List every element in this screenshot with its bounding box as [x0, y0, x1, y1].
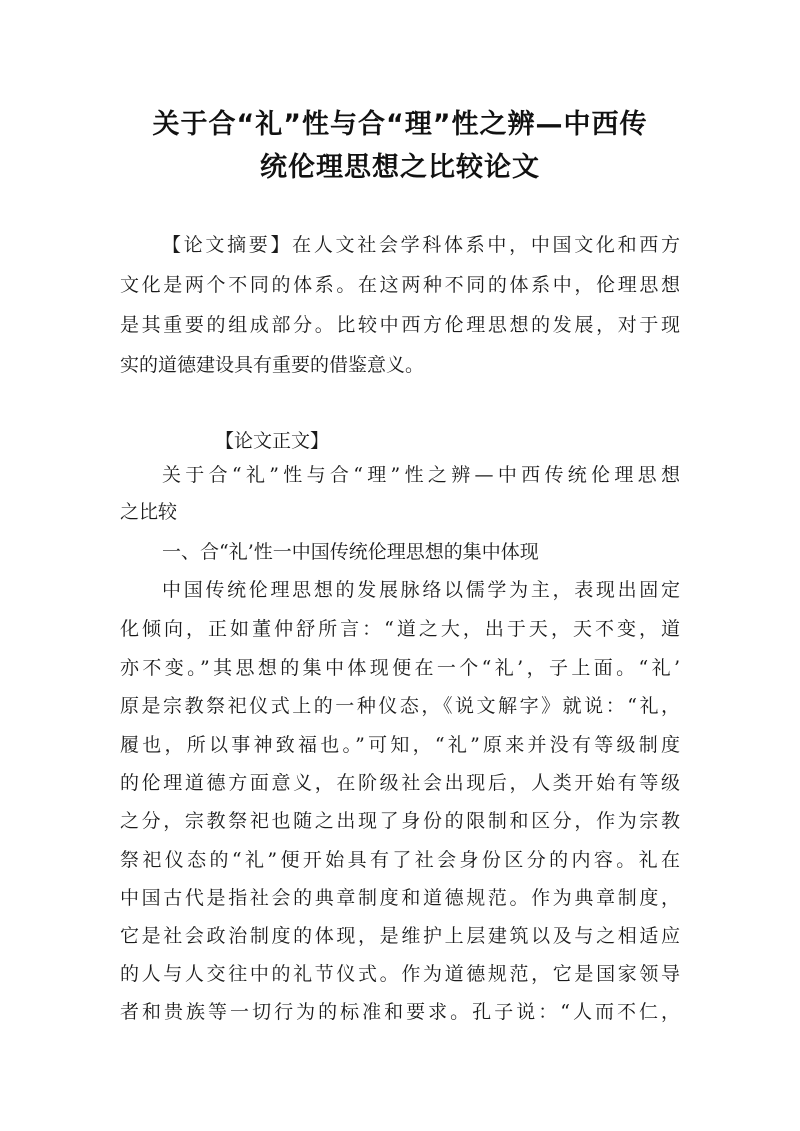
- abstract-line-2: 文化是两个不同的体系。在这两种不同的体系中，伦理思想: [120, 274, 680, 296]
- abstract-line-1: 【论文摘要】在人文社会学科体系中，中国文化和西方: [162, 234, 680, 256]
- subtitle-line-2: 之比较: [120, 501, 178, 523]
- paragraph-line-8: 祭祀仪态的“礼”便开始具有了社会身份区分的内容。礼在: [120, 849, 680, 871]
- section-heading: 一、合“礼’性一中国传统伦理思想的集中体现: [162, 541, 539, 563]
- paragraph-line-9: 中国古代是指社会的典章制度和道德规范。作为典章制度，: [120, 887, 680, 909]
- paragraph-line-3: 亦不变。”其思想的集中体现便在一个“礼’，子上面。“礼’: [120, 657, 680, 679]
- title-line-2: 统伦理思想之比较论文: [260, 152, 540, 183]
- paragraph-line-1: 中国传统伦理思想的发展脉络以儒学为主，表现出固定: [162, 579, 680, 601]
- paragraph-line-4: 原是宗教祭祀仪式上的一种仪态，《说文解字》就说：“礼，: [120, 695, 680, 717]
- body-heading: 【论文正文】: [215, 430, 330, 452]
- paragraph-line-6: 的伦理道德方面意义，在阶级社会出现后，人类开始有等级: [120, 772, 680, 794]
- paragraph-line-11: 的人与人交往中的礼节仪式。作为道德规范，它是国家领导: [120, 963, 680, 985]
- title-line-1: 关于合“礼”性与合“理”性之辨—中西传: [152, 109, 648, 140]
- paragraph-line-12: 者和贵族等一切行为的标准和要求。孔子说：“人而不仁，: [120, 1001, 680, 1023]
- abstract-line-3: 是其重要的组成部分。比较中西方伦理思想的发展，对于现: [120, 314, 680, 336]
- paragraph-line-5: 履也，所以事神致福也。”可知，“礼”原来并没有等级制度: [120, 734, 680, 756]
- abstract-line-4: 实的道德建设具有重要的借鉴意义。: [120, 354, 425, 376]
- paragraph-line-7: 之分，宗教祭祀也随之出现了身份的限制和区分，作为宗教: [120, 810, 680, 832]
- paragraph-line-10: 它是社会政治制度的体现，是维护上层建筑以及与之相适应: [120, 925, 680, 947]
- subtitle-line-1: 关于合“礼”性与合“理”性之辨—中西传统伦理思想: [162, 464, 680, 486]
- paragraph-line-2: 化倾向，正如董仲舒所言：“道之大，出于天，天不变，道: [120, 618, 680, 640]
